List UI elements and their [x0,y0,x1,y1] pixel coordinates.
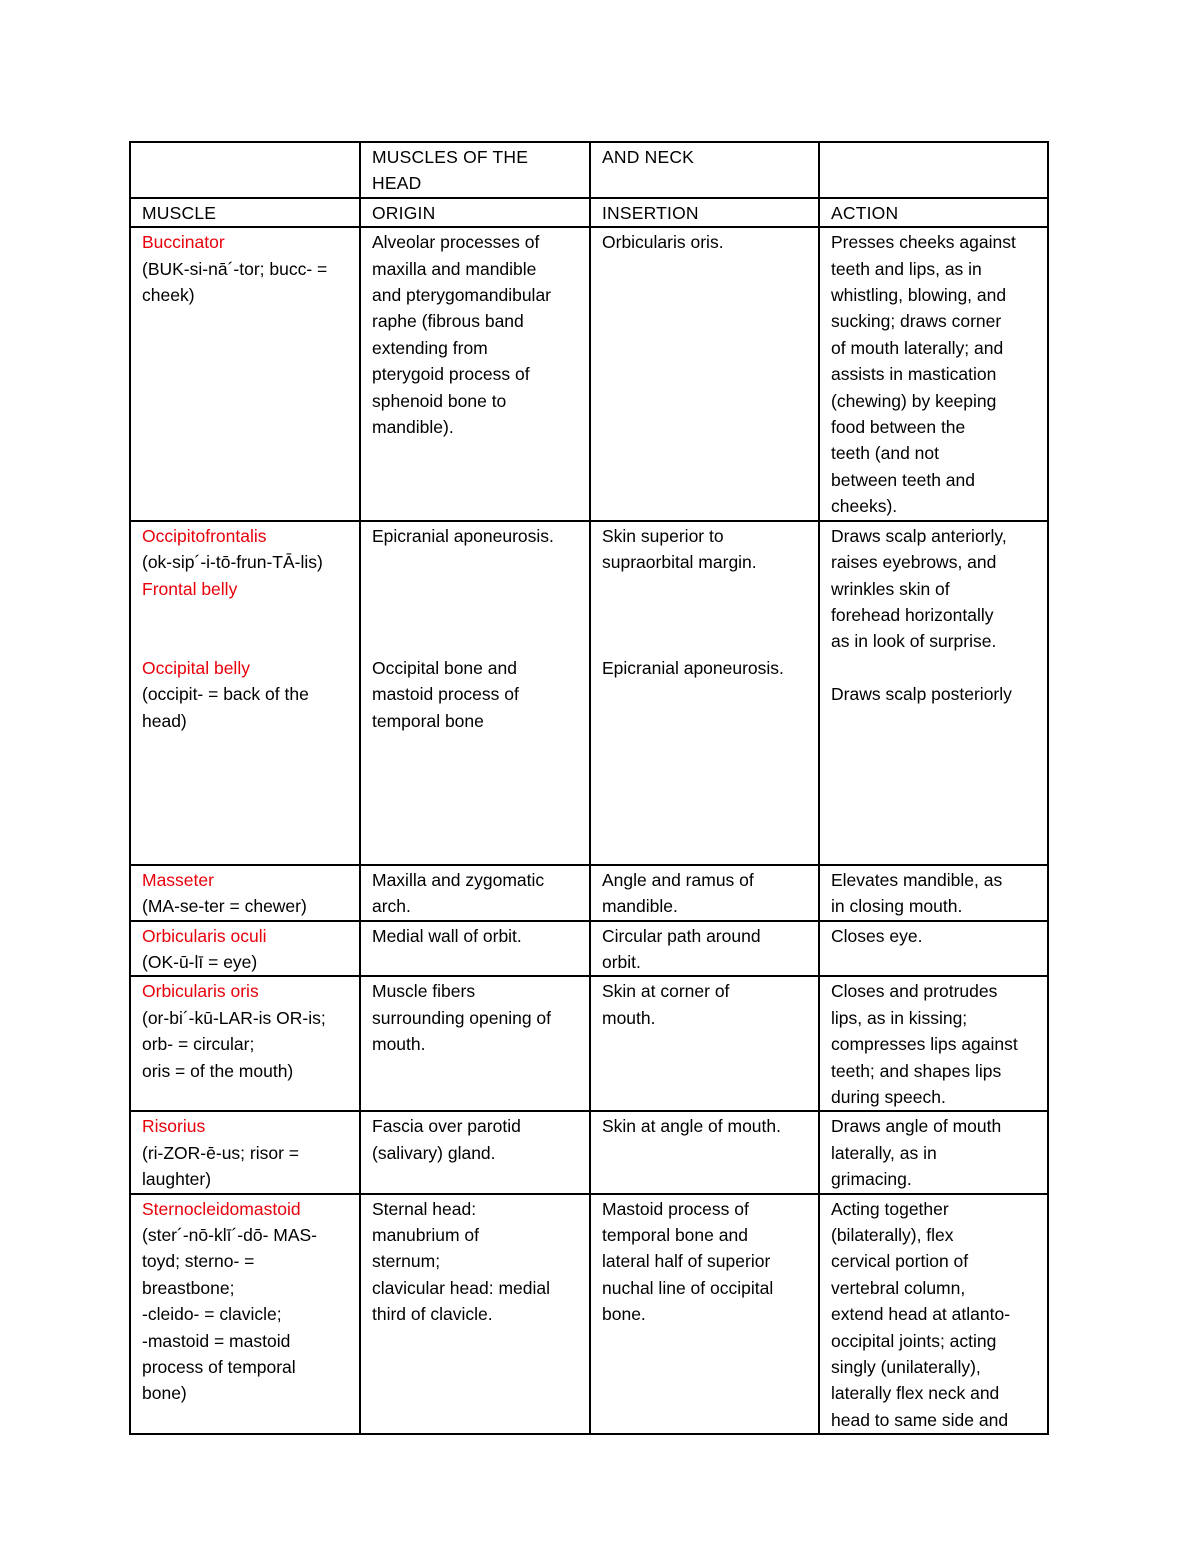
muscle-desc-line: cheek) [142,285,195,306]
origin-line: Fascia over parotid [372,1116,521,1137]
action-cell [819,976,1048,1111]
origin-line: extending from [372,337,488,358]
muscle-desc-line: toyd; sterno- = [142,1251,255,1272]
muscle-desc-line: (ster´-nō-klī´-dō- MAS- [142,1224,318,1245]
muscle-name: Masseter [142,869,214,890]
action-line: teeth (and not [831,443,939,464]
muscle-cell [130,1111,360,1193]
origin-line: surrounding opening of [372,1007,552,1028]
origin-line: Muscle fibers [372,981,476,1002]
origin-line: clavicular head: medial [372,1277,551,1298]
action-line: forehead horizontally [831,604,994,625]
action-cell [819,227,1048,520]
insertion-cell [590,1111,819,1193]
muscles-table [129,141,1049,1435]
muscle-name: Risorius [142,1116,206,1137]
spacer [142,602,348,655]
title-cell-2: MUSCLES OF THE HEAD [360,142,590,198]
muscle-name: Occipitofrontalis [142,525,267,546]
insertion-line: Circular path around [602,925,761,946]
action-line: raises eyebrows, and [831,552,997,573]
origin-line: and pterygomandibular [372,285,552,306]
muscle-desc-line: -mastoid = mastoid [142,1330,291,1351]
insertion-line: Epicranial aponeurosis. [602,657,784,678]
muscle-desc-line: laughter) [142,1169,212,1190]
title-cell-3: AND NECK [590,142,819,198]
muscle-desc-line: (occipit- = back of the [142,684,309,705]
muscle-desc-line: (or-bi´-kū-LAR-is OR-is; [142,1007,326,1028]
insertion-line: Angle and ramus of [602,869,754,890]
muscle-desc-line: bone) [142,1383,187,1404]
table-row [130,227,1048,520]
insertion-line: Skin at angle of mouth. [602,1116,781,1137]
origin-line: mouth. [372,1034,426,1055]
action-line: Elevates mandible, as [831,869,1003,890]
muscle-name: Buccinator [142,232,225,253]
origin-cell [360,521,590,865]
action-line: of mouth laterally; and [831,337,1004,358]
action-cell [819,921,1048,977]
origin-line: Epicranial aponeurosis. [372,525,554,546]
table-row [130,1111,1048,1193]
action-line: Closes and protrudes [831,981,998,1002]
muscle-cell [130,976,360,1111]
muscle-desc-line: (ri-ZOR-ē-us; risor = [142,1142,300,1163]
origin-cell [360,1194,590,1435]
action-line: food between the [831,417,966,438]
action-line: Presses cheeks against [831,232,1016,253]
origin-line: manubrium of [372,1224,479,1245]
origin-line: third of clavicle. [372,1304,493,1325]
action-line: singly (unilaterally), [831,1357,981,1377]
muscle-desc-line: head) [142,710,187,731]
action-cell [819,521,1048,865]
action-line: cheeks). [831,496,898,517]
origin-line: Occipital bone and [372,657,517,678]
spacer [602,576,807,655]
action-line: Acting together [831,1198,949,1219]
action-line: between teeth and [831,469,976,490]
muscle-cell [130,227,360,520]
insertion-cell [590,865,819,921]
title-cell-1 [130,142,360,198]
spacer [372,602,578,655]
action-line: (bilaterally), flex [831,1224,954,1245]
muscle-cell [130,921,360,977]
insertion-line: Skin at corner of [602,981,730,1002]
insertion-line: orbit. [602,951,641,972]
action-cell [819,1194,1048,1435]
muscle-desc-line: (ok-sip´-i-tō-frun-TĀ-lis) [142,552,323,573]
origin-cell [360,227,590,520]
header-origin: ORIGIN [360,198,590,227]
insertion-line: Skin superior to [602,525,724,546]
origin-line: raphe (fibrous band [372,311,524,332]
muscle-cell [130,521,360,865]
insertion-cell [590,227,819,520]
insertion-line: nuchal line of occipital [602,1277,774,1298]
origin-line: sphenoid bone to [372,390,507,411]
insertion-cell [590,521,819,865]
table-row [130,921,1048,977]
origin-line: pterygoid process of [372,364,530,385]
spacer [372,549,578,602]
insertion-line: Orbicularis oris. [602,232,724,253]
muscle-desc-line: (BUK-si-nā´-tor; bucc- = [142,258,328,279]
insertion-line: Mastoid process of [602,1198,749,1219]
action-line: Draws angle of mouth [831,1116,1002,1137]
action-line: cervical portion of [831,1251,969,1272]
origin-line: maxilla and mandible [372,258,537,279]
origin-line: (salivary) gland. [372,1142,496,1163]
muscle-desc-line: (MA-se-ter = chewer) [142,896,307,917]
muscle-desc-line: -cleido- = clavicle; [142,1304,282,1325]
origin-cell [360,865,590,921]
action-line: vertebral column, [831,1277,966,1298]
action-line: laterally, as in [831,1142,937,1163]
action-line: compresses lips against [831,1034,1018,1055]
action-line: sucking; draws corner [831,311,1002,332]
insertion-line: lateral half of superior [602,1251,771,1272]
header-muscle: MUSCLE [130,198,360,227]
header-row [130,198,1048,227]
header-insertion: INSERTION [590,198,819,227]
action-line: Draws scalp posteriorly [831,684,1012,705]
action-line: extend head at atlanto- [831,1304,1011,1325]
origin-cell [360,976,590,1111]
spacer [831,655,1036,681]
table-row [130,865,1048,921]
sub-muscle-name: Occipital belly [142,657,250,678]
title-row [130,142,1048,198]
insertion-line: bone. [602,1304,646,1325]
action-line: teeth and lips, as in [831,258,982,279]
muscle-cell [130,1194,360,1435]
sub-muscle-name: Frontal belly [142,578,238,599]
title-cell-4 [819,142,1048,198]
origin-line: Maxilla and zygomatic [372,869,545,890]
action-line: during speech. [831,1086,946,1107]
action-line: lips, as in kissing; [831,1007,968,1028]
muscle-desc-line: orb- = circular; [142,1034,255,1055]
muscle-name: Sternocleidomastoid [142,1198,301,1219]
origin-cell [360,921,590,977]
header-action: ACTION [819,198,1048,227]
insertion-cell [590,1194,819,1435]
insertion-line: supraorbital margin. [602,552,757,573]
action-line: head to same side and [831,1409,1009,1430]
action-line: whistling, blowing, and [831,285,1007,306]
muscle-cell [130,865,360,921]
origin-line: temporal bone [372,710,484,731]
action-line: in closing mouth. [831,896,963,917]
origin-line: mastoid process of [372,684,519,705]
insertion-cell [590,976,819,1111]
origin-cell [360,1111,590,1193]
muscle-desc-line: process of temporal [142,1357,296,1377]
insertion-cell [590,921,819,977]
origin-line: mandible). [372,417,454,438]
action-line: laterally flex neck and [831,1383,1000,1404]
action-line: grimacing. [831,1169,912,1190]
insertion-line: mandible. [602,896,678,917]
muscle-desc-line: (OK-ū-lī = eye) [142,951,258,972]
table-row [130,1194,1048,1435]
insertion-line: mouth. [602,1007,656,1028]
action-line: wrinkles skin of [831,578,950,599]
muscle-name: Orbicularis oculi [142,925,267,946]
origin-line: Sternal head: [372,1198,477,1219]
muscle-desc-line: oris = of the mouth) [142,1060,294,1081]
action-line: as in look of surprise. [831,631,997,652]
origin-line: arch. [372,896,411,917]
table-row [130,976,1048,1111]
action-cell [819,865,1048,921]
action-line: Draws scalp anteriorly, [831,525,1007,546]
origin-line: sternum; [372,1251,441,1272]
action-line: teeth; and shapes lips [831,1060,1002,1081]
action-line: assists in mastication [831,364,997,385]
origin-line: Medial wall of orbit. [372,925,522,946]
action-line: Closes eye. [831,925,923,946]
origin-line: Alveolar processes of [372,232,540,253]
action-line: occipital joints; acting [831,1330,997,1351]
insertion-line: temporal bone and [602,1224,748,1245]
table-row [130,521,1048,865]
action-cell [819,1111,1048,1193]
muscle-name: Orbicularis oris [142,981,259,1002]
action-line: (chewing) by keeping [831,390,997,411]
muscle-desc-line: breastbone; [142,1277,235,1298]
